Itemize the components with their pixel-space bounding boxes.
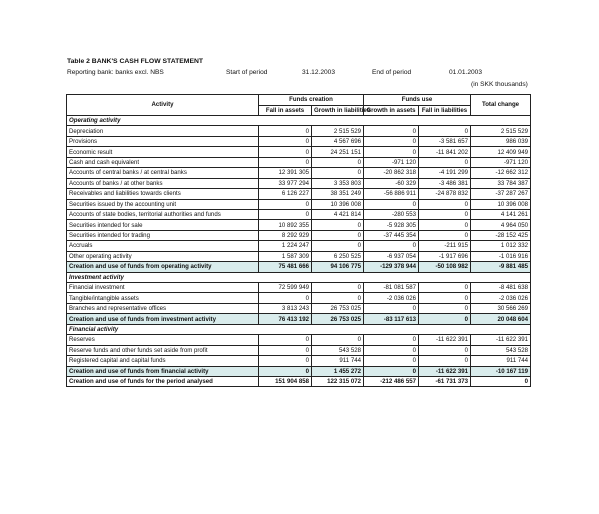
cell-value: 0: [364, 241, 419, 251]
cell-value: -1 016 916: [471, 251, 531, 261]
cell-value: 122 315 072: [312, 376, 364, 386]
cell-value: -37 287 267: [471, 189, 531, 199]
row-label: Creation and use of funds for the period analysed: [67, 376, 259, 386]
cell-value: 0: [364, 356, 419, 366]
cell-value: 0: [364, 366, 419, 376]
cell-value: 0: [419, 345, 471, 355]
cell-value: 0: [259, 366, 312, 376]
table-row: [67, 220, 531, 230]
table-row: [67, 168, 531, 178]
cell-value: -24 878 832: [419, 189, 471, 199]
row-label: Financial investment: [67, 283, 259, 293]
cell-value: 26 753 025: [312, 314, 364, 324]
cell-value: 10 396 008: [471, 199, 531, 209]
cell-value: 0: [419, 157, 471, 167]
cell-value: 1 012 332: [471, 241, 531, 251]
cell-value: -3 486 381: [419, 178, 471, 188]
cell-value: -11 622 391: [419, 366, 471, 376]
cell-value: -211 915: [419, 241, 471, 251]
table-row: [67, 189, 531, 199]
cell-value: 3 813 243: [259, 303, 312, 313]
table-row: [67, 283, 531, 293]
row-label: Accruals: [67, 241, 259, 251]
cell-value: -83 117 613: [364, 314, 419, 324]
cell-value: 75 481 666: [259, 262, 312, 272]
table-row: [67, 136, 531, 146]
table-row: [67, 303, 531, 313]
cell-value: 0: [259, 356, 312, 366]
funds-creation-header: Funds creation: [259, 95, 364, 106]
row-label: Tangible/intangible assets: [67, 293, 259, 303]
section-total-row: [67, 314, 531, 324]
cell-value: -9 881 485: [471, 262, 531, 272]
cell-value: 0: [312, 293, 364, 303]
cell-value: 0: [419, 293, 471, 303]
cell-value: 0: [259, 147, 312, 157]
cell-value: 8 292 929: [259, 230, 312, 240]
cell-value: 0: [419, 220, 471, 230]
cell-value: 0: [419, 126, 471, 136]
cell-value: 0: [312, 157, 364, 167]
funds-use-header: Funds use: [364, 95, 471, 106]
cell-value: 4 567 696: [312, 136, 364, 146]
growth-in-assets-header: Growth in assets: [364, 105, 419, 116]
cell-value: 0: [312, 220, 364, 230]
fall-in-liabilities-header: Fall in liabilities: [419, 105, 471, 116]
cell-value: 0: [259, 209, 312, 219]
cell-value: 20 048 604: [471, 314, 531, 324]
cell-value: 30 566 269: [471, 303, 531, 313]
cell-value: -3 581 657: [419, 136, 471, 146]
cell-value: -37 445 354: [364, 230, 419, 240]
table-row: [67, 335, 531, 345]
row-label: Securities intended for trading: [67, 230, 259, 240]
cell-value: -2 036 026: [364, 293, 419, 303]
row-label: Provisions: [67, 136, 259, 146]
cell-value: 94 106 775: [312, 262, 364, 272]
table-row: [67, 199, 531, 209]
cell-value: -280 553: [364, 209, 419, 219]
table-row: [67, 230, 531, 240]
cell-value: 0: [419, 230, 471, 240]
cell-value: 0: [312, 283, 364, 293]
section-total-row: [67, 366, 531, 376]
cell-value: -11 622 391: [419, 335, 471, 345]
cell-value: 2 515 529: [471, 126, 531, 136]
cash-flow-table: [66, 94, 531, 387]
cell-value: 0: [312, 230, 364, 240]
row-label: Depreciation: [67, 126, 259, 136]
table-row: [67, 293, 531, 303]
row-label: Other operating activity: [67, 251, 259, 261]
cell-value: 151 904 858: [259, 376, 312, 386]
section-title: Operating activity: [67, 116, 531, 126]
section-header-row: [67, 272, 531, 282]
table-row: [67, 178, 531, 188]
row-label: Accounts of state bodies, territorial authorities and funds: [67, 209, 259, 219]
cell-value: 24 251 151: [312, 147, 364, 157]
row-label: Creation and use of funds from financial activity: [67, 366, 259, 376]
cell-value: -61 731 373: [419, 376, 471, 386]
row-label: Receivables and liabilities towards clients: [67, 189, 259, 199]
row-label: Accounts of banks / at other banks: [67, 178, 259, 188]
cell-value: 38 351 249: [312, 189, 364, 199]
cell-value: -212 486 557: [364, 376, 419, 386]
table-row: [67, 126, 531, 136]
cell-value: 0: [364, 345, 419, 355]
cell-value: -2 036 026: [471, 293, 531, 303]
col-activity-header: Activity: [67, 95, 259, 116]
cell-value: 0: [471, 376, 531, 386]
start-period-value: 31.12.2003: [302, 69, 336, 76]
table-row: [67, 157, 531, 167]
cell-value: 6 126 227: [259, 189, 312, 199]
cell-value: -11 622 391: [471, 335, 531, 345]
cell-value: 0: [364, 335, 419, 345]
row-label: Securities intended for sale: [67, 220, 259, 230]
unit-note: (in SKK thousands): [471, 81, 528, 88]
cell-value: 4 421 814: [312, 209, 364, 219]
cell-value: 911 744: [471, 356, 531, 366]
statement-title: Table 2 BANK'S CASH FLOW STATEMENT: [67, 58, 204, 65]
row-label: Creation and use of funds from operating activity: [67, 262, 259, 272]
cell-value: -81 081 587: [364, 283, 419, 293]
cell-value: 0: [259, 136, 312, 146]
growth-in-liabilities-header: Growth in liabilities: [312, 105, 364, 116]
cell-value: 0: [259, 157, 312, 167]
start-period-label: Start of period: [226, 69, 268, 76]
cell-value: -11 841 202: [419, 147, 471, 157]
fall-in-assets-header: Fall in assets: [259, 105, 312, 116]
cell-value: 543 528: [471, 345, 531, 355]
cell-value: 1 455 272: [312, 366, 364, 376]
cell-value: -6 937 054: [364, 251, 419, 261]
grand-total-row: [67, 376, 531, 386]
section-title: Investment activity: [67, 272, 531, 282]
cell-value: 0: [419, 356, 471, 366]
cell-value: 0: [419, 209, 471, 219]
cell-value: 33 784 387: [471, 178, 531, 188]
cell-value: 0: [364, 136, 419, 146]
cell-value: -56 886 911: [364, 189, 419, 199]
table-row: [67, 251, 531, 261]
cell-value: 0: [419, 303, 471, 313]
reporting-bank: Reporting bank: banks excl. NBS: [67, 69, 164, 76]
cell-value: 0: [259, 199, 312, 209]
cell-value: -129 378 944: [364, 262, 419, 272]
row-label: Reserves: [67, 335, 259, 345]
cell-value: 0: [259, 345, 312, 355]
cell-value: 0: [259, 335, 312, 345]
cell-value: 0: [364, 126, 419, 136]
cell-value: -4 191 299: [419, 168, 471, 178]
cell-value: 72 599 949: [259, 283, 312, 293]
cell-value: 0: [419, 314, 471, 324]
cell-value: 0: [364, 303, 419, 313]
cell-value: 0: [364, 199, 419, 209]
cell-value: 6 250 525: [312, 251, 364, 261]
row-label: Reserve funds and other funds set aside from profit: [67, 345, 259, 355]
cell-value: 1 587 309: [259, 251, 312, 261]
cell-value: 12 391 305: [259, 168, 312, 178]
cell-value: -8 481 638: [471, 283, 531, 293]
section-total-row: [67, 262, 531, 272]
row-label: Accounts of central banks / at central banks: [67, 168, 259, 178]
row-label: Creation and use of funds from investment activity: [67, 314, 259, 324]
cell-value: -10 167 119: [471, 366, 531, 376]
table-row: [67, 345, 531, 355]
cell-value: 1 224 247: [259, 241, 312, 251]
row-label: Registered capital and capital funds: [67, 356, 259, 366]
cell-value: 0: [419, 199, 471, 209]
cell-value: -971 120: [471, 157, 531, 167]
cell-value: 76 413 192: [259, 314, 312, 324]
table-row: [67, 356, 531, 366]
section-title: Financial activity: [67, 324, 531, 334]
row-label: Economic result: [67, 147, 259, 157]
total-change-header: Total change: [471, 95, 531, 116]
cell-value: 543 528: [312, 345, 364, 355]
cell-value: 0: [312, 241, 364, 251]
cell-value: 26 753 025: [312, 303, 364, 313]
cell-value: 33 977 294: [259, 178, 312, 188]
cell-value: -12 662 312: [471, 168, 531, 178]
cell-value: 12 409 949: [471, 147, 531, 157]
cell-value: 0: [312, 335, 364, 345]
end-period-value: 01.01.2003: [449, 69, 483, 76]
cell-value: 4 964 050: [471, 220, 531, 230]
cell-value: 4 141 261: [471, 209, 531, 219]
section-header-row: [67, 116, 531, 126]
cell-value: 0: [419, 283, 471, 293]
cell-value: 0: [259, 126, 312, 136]
cell-value: -5 928 305: [364, 220, 419, 230]
cell-value: 10 396 008: [312, 199, 364, 209]
cell-value: -28 152 425: [471, 230, 531, 240]
cell-value: -971 120: [364, 157, 419, 167]
cell-value: -20 862 318: [364, 168, 419, 178]
cell-value: 0: [364, 147, 419, 157]
cell-value: 3 353 803: [312, 178, 364, 188]
row-label: Securities issued by the accounting unit: [67, 199, 259, 209]
cell-value: 0: [312, 168, 364, 178]
cell-value: -50 108 982: [419, 262, 471, 272]
cell-value: 10 892 355: [259, 220, 312, 230]
table-row: [67, 241, 531, 251]
cell-value: 911 744: [312, 356, 364, 366]
row-label: Cash and cash equivalent: [67, 157, 259, 167]
row-label: Branches and representative offices: [67, 303, 259, 313]
cell-value: -60 329: [364, 178, 419, 188]
section-header-row: [67, 324, 531, 334]
cell-value: 0: [259, 293, 312, 303]
cell-value: -1 917 696: [419, 251, 471, 261]
cell-value: 2 515 529: [312, 126, 364, 136]
table-row: [67, 209, 531, 219]
end-period-label: End of period: [372, 69, 412, 76]
cell-value: 986 039: [471, 136, 531, 146]
table-row: [67, 147, 531, 157]
